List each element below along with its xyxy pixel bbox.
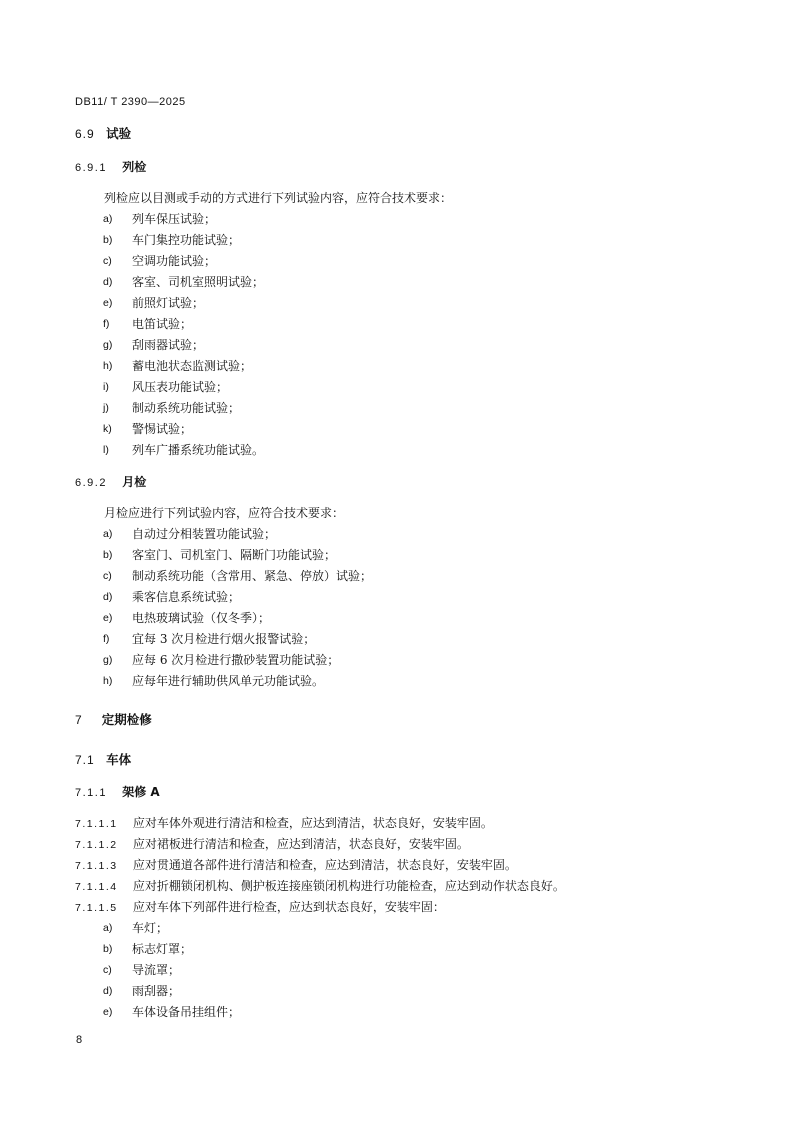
chapter-number: 7 xyxy=(75,713,83,727)
list-marker: d) xyxy=(103,985,113,997)
list-text: 宜每 3 次月检进行烟火报警试验； xyxy=(132,632,316,646)
list-marker: g) xyxy=(103,654,113,666)
section-number: 7.1.1 xyxy=(75,787,107,799)
list-text: 空调功能试验； xyxy=(132,254,217,268)
section-title: 月检 xyxy=(122,475,147,489)
clause-text: 应对折棚锁闭机构、侧护板连接座锁闭机构进行功能检查，应达到动作状态良好。 xyxy=(132,879,565,893)
list-text: 应每年进行辅助供风单元功能试验。 xyxy=(132,674,325,688)
intro-paragraph: 月检应进行下列试验内容，应符合技术要求： xyxy=(104,506,345,520)
list-text: 应每 6 次月检进行撒砂装置功能试验； xyxy=(132,653,340,667)
list-text: 车门集控功能试验； xyxy=(132,233,241,247)
list-text: 自动过分相装置功能试验； xyxy=(132,527,277,541)
list-text: 雨刮器； xyxy=(132,984,181,998)
list-text: 车灯； xyxy=(132,921,169,935)
list-marker: h) xyxy=(103,360,113,372)
chapter-title: 定期检修 xyxy=(101,712,152,727)
list-marker: e) xyxy=(103,612,113,624)
intro-paragraph: 列检应以目测或手动的方式进行下列试验内容，应符合技术要求： xyxy=(104,191,453,205)
clause-number: 7.1.1.4 xyxy=(75,881,118,893)
section-heading-6-9-1 xyxy=(75,159,146,176)
clause-number: 7.1.1.2 xyxy=(75,839,118,851)
list-marker: j) xyxy=(103,402,109,414)
clause-item xyxy=(75,815,493,832)
list-marker: e) xyxy=(103,1006,113,1018)
list-marker: f) xyxy=(103,633,110,645)
list-marker: l) xyxy=(103,444,109,456)
page-number: 8 xyxy=(76,1034,83,1046)
list-marker: c) xyxy=(103,964,112,976)
list-marker: a) xyxy=(103,922,113,934)
clause-number: 7.1.1.5 xyxy=(75,902,118,914)
list-text: 车体设备吊挂组件； xyxy=(132,1005,241,1019)
list-marker: i) xyxy=(103,381,109,393)
list-text: 导流罩； xyxy=(132,963,181,977)
list-text: 警惕试验； xyxy=(132,422,193,436)
list-text: 电热玻璃试验（仅冬季）； xyxy=(132,611,271,625)
section-number: 7.1 xyxy=(75,753,95,767)
section-number: 6.9.2 xyxy=(75,477,107,489)
document-id-header: DB11/ T 2390—2025 xyxy=(75,96,186,108)
list-text: 前照灯试验； xyxy=(132,296,205,310)
list-marker: k) xyxy=(103,423,112,435)
clause-text: 应对裙板进行清洁和检查，应达到清洁，状态良好，安装牢固。 xyxy=(132,837,469,851)
list-marker: g) xyxy=(103,339,113,351)
list-marker: c) xyxy=(103,255,112,267)
section-heading-6-9-2 xyxy=(75,474,146,491)
section-heading-7-1 xyxy=(75,752,131,768)
section-number: 6.9 xyxy=(75,127,95,141)
section-number: 6.9.1 xyxy=(75,162,107,174)
section-title: 架修 A xyxy=(122,785,160,799)
list-marker: b) xyxy=(103,549,113,561)
clause-text: 应对贯通道各部件进行清洁和检查，应达到清洁，状态良好，安装牢固。 xyxy=(132,858,517,872)
list-text: 蓄电池状态监测试验； xyxy=(132,359,253,373)
clause-number: 7.1.1.3 xyxy=(75,860,118,872)
clause-text: 应对车体下列部件进行检查，应达到状态良好，安装牢固： xyxy=(132,900,445,914)
list-marker: a) xyxy=(103,213,113,225)
list-marker: e) xyxy=(103,297,113,309)
clause-item xyxy=(75,878,565,895)
list-marker: h) xyxy=(103,675,113,687)
list-text: 电笛试验； xyxy=(132,317,193,331)
list-marker: b) xyxy=(103,943,113,955)
clause-item xyxy=(75,857,517,874)
list-marker: c) xyxy=(103,570,112,582)
clause-text: 应对车体外观进行清洁和检查，应达到清洁，状态良好，安装牢固。 xyxy=(132,816,493,830)
list-marker: a) xyxy=(103,528,113,540)
clause-number: 7.1.1.1 xyxy=(75,818,118,830)
list-text: 风压表功能试验； xyxy=(132,380,229,394)
list-text: 刮雨器试验； xyxy=(132,338,205,352)
section-heading-6-9 xyxy=(75,126,131,142)
list-text: 乘客信息系统试验； xyxy=(132,590,241,604)
section-title: 列检 xyxy=(122,160,147,174)
list-marker: d) xyxy=(103,276,113,288)
list-text: 制动系统功能（含常用、紧急、停放）试验； xyxy=(132,569,373,583)
list-text: 列车广播系统功能试验。 xyxy=(132,443,265,457)
list-text: 列车保压试验； xyxy=(132,212,217,226)
list-marker: b) xyxy=(103,234,113,246)
list-text: 客室、司机室照明试验； xyxy=(132,275,265,289)
list-text: 制动系统功能试验； xyxy=(132,401,241,415)
list-text: 标志灯罩； xyxy=(132,942,193,956)
chapter-heading-7 xyxy=(75,712,152,728)
section-title: 试验 xyxy=(106,126,132,141)
section-title: 车体 xyxy=(106,752,132,767)
section-heading-7-1-1 xyxy=(75,784,160,801)
clause-item xyxy=(75,836,469,853)
list-marker: f) xyxy=(103,318,110,330)
list-marker: d) xyxy=(103,591,113,603)
clause-item xyxy=(75,899,445,916)
list-text: 客室门、司机室门、隔断门功能试验； xyxy=(132,548,337,562)
